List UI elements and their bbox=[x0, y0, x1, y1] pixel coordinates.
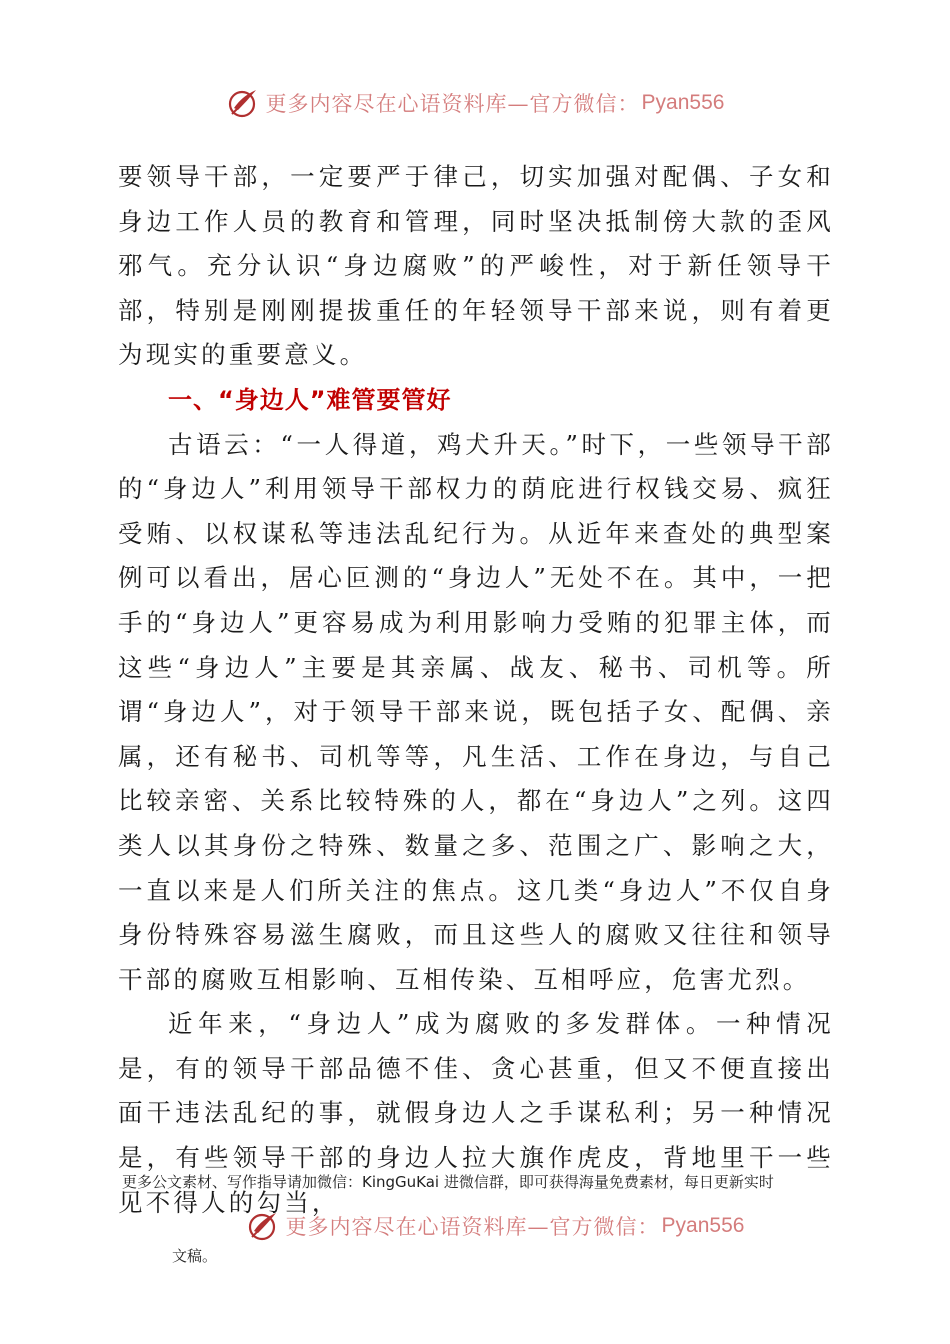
footer-note: 更多公文素材、写作指导请加微信：KingGuKai 进微信群，即可获得海量免费素材，每日更新实时 bbox=[122, 1173, 774, 1191]
watermark-header bbox=[0, 83, 950, 123]
watermark-wechat-id: Pyan556 bbox=[641, 91, 725, 114]
watermark-text: 更多内容尽在心语资料库—官方微信： bbox=[285, 1215, 660, 1239]
watermark-text: 更多内容尽在心语资料库—官方微信： bbox=[265, 92, 640, 116]
paragraph-1: 要领导干部，一定要严于律己，切实加强对配偶、子女和身边工作人员的教育和管理，同时坚决抵制傍大款的歪风邪气。充分认识“身边腐败”的严峻性，对于新任领导干部，特别是刚刚提拔重任的年轻领导干部来说，则有着更为现实的重要意义。 bbox=[118, 162, 834, 370]
quill-logo-icon bbox=[246, 1209, 280, 1243]
quill-logo-icon bbox=[226, 86, 260, 120]
paragraph-3: 近年来，“身边人”成为腐败的多发群体。一种情况是，有的领导干部品德不佳、贪心甚重，但又不便直接出面干违法乱纪的事，就假身边人之手谋私利；另一种情况是，有些领导干部的身边人拉大旗作虎皮，背地里干一些见不得人的勾当， bbox=[118, 1009, 834, 1217]
watermark-wechat-id: Pyan556 bbox=[661, 1214, 745, 1237]
watermark-footer bbox=[20, 1206, 950, 1246]
paragraph-2: 古语云：“一人得道，鸡犬升天。”时下，一些领导干部的“身边人”利用领导干部权力的荫庇进行权钱交易、疯狂受贿、以权谋私等违法乱纪行为。从近年来查处的典型案例可以看出，居心叵测的“身边人”无处不在。其中，一把手的“身边人”更容易成为利用影响力受贿的犯罪主体，而这些“身边人”主要是其亲属、战友、秘书、司机等。所谓“身边人”，对于领导干部来说，既包括子女、配偶、亲属，还有秘书、司机等等，凡生活、工作在身边，与自己比较亲密、关系比较特殊的人，都在“身边人”之列。这四类人以其身份之特殊、数量之多、范围之广、影响之大，一直以来是人们所关注的焦点。这几类“身边人”不仅自身身份特殊容易滋生腐败，而且这些人的腐败又往往和领导干部的腐败互相影响、互相传染、互相呼应，危害尤烈。 bbox=[118, 429, 834, 994]
footer-note-continuation: 文稿。 bbox=[172, 1247, 218, 1265]
section-heading-1: 一、“身边人”难管要管好 bbox=[168, 385, 452, 414]
document-body bbox=[118, 155, 834, 1225]
